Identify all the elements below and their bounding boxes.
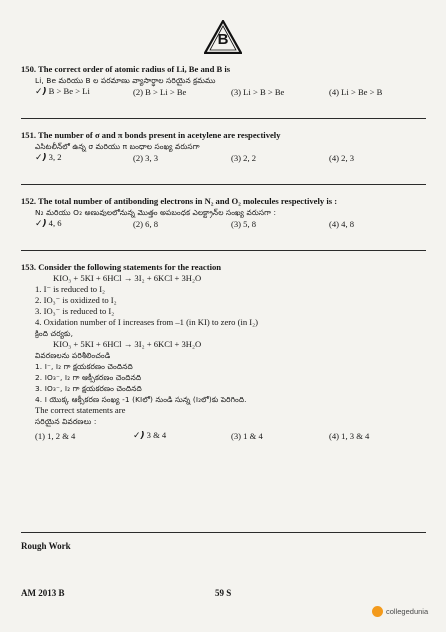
set-b-logo bbox=[204, 20, 242, 54]
question-telugu: N₂ మరియు O₂ అణువులలోనున్న మొత్తం అపబంధక ఎలక్ట్రాన్‌ల సంఖ్య వరుసగా : bbox=[35, 208, 277, 217]
question-number: 150. bbox=[21, 64, 37, 74]
question-number: 152. bbox=[21, 196, 37, 206]
options-row bbox=[21, 86, 426, 98]
question-text: The total number of antibonding electrons in N₂ and O₂ molecules respectively is : bbox=[38, 196, 338, 206]
question-text: The number of σ and π bonds present in acetylene are respectively bbox=[38, 130, 281, 140]
divider bbox=[21, 250, 426, 251]
telugu-statement-1: 1. I⁻, I₂ గా క్షయకరణం చెందినది bbox=[35, 362, 133, 371]
option-1[interactable]: ✓) B > Be > Li bbox=[35, 86, 90, 97]
statement-3: 3. IO₃⁻ is reduced to I₂ bbox=[35, 306, 115, 316]
telugu-intro: క్రింది చర్యకు, bbox=[35, 329, 74, 338]
option-4[interactable]: (4) Li > Be > B bbox=[329, 86, 383, 97]
telugu-correct: సరియైన వివరణలు : bbox=[35, 417, 97, 426]
option-2[interactable]: (2) 6, 8 bbox=[133, 218, 159, 229]
options-row bbox=[21, 152, 426, 164]
option-3[interactable]: (3) Li > B > Be bbox=[231, 86, 285, 97]
option-2[interactable]: (2) 3, 3 bbox=[133, 152, 159, 163]
option-4[interactable]: (4) 2, 3 bbox=[329, 152, 355, 163]
watermark bbox=[372, 606, 428, 617]
telugu-statement-2: 2. IO₃⁻, I₂ గా ఆక్సీకరణం చెందినది bbox=[35, 373, 142, 382]
option-1[interactable]: (1) 1, 2 & 4 bbox=[35, 430, 76, 441]
option-2[interactable]: (2) B > Li > Be bbox=[133, 86, 187, 97]
page-number: 59 S bbox=[215, 588, 232, 598]
reaction-equation: KIO₃ + 5KI + 6HCl → 3I₂ + 6KCl + 3H₂O bbox=[53, 273, 202, 283]
divider bbox=[21, 532, 426, 533]
statement-2: 2. IO₃⁻ is oxidized to I₂ bbox=[35, 295, 117, 305]
divider bbox=[21, 118, 426, 119]
option-3[interactable]: (3) 2, 2 bbox=[231, 152, 257, 163]
question-150 bbox=[21, 64, 426, 98]
option-3[interactable]: (3) 5, 8 bbox=[231, 218, 257, 229]
option-3[interactable]: (3) 1 & 4 bbox=[231, 430, 263, 441]
option-1[interactable]: ✓) 4, 6 bbox=[35, 218, 62, 229]
correct-statements-text: The correct statements are bbox=[35, 405, 126, 415]
options-row bbox=[21, 430, 426, 442]
telugu-statement-4: 4. I యొక్క ఆక్సీకరణ సంఖ్య -1 (KIలో) నుండి సున్న (I₂లో)కు పెరిగింది. bbox=[35, 395, 247, 404]
tick-mark-icon: ✓) bbox=[35, 153, 47, 163]
reaction-equation-telugu: KIO₃ + 5KI + 6HCl → 3I₂ + 6KCl + 3H₂O bbox=[53, 339, 202, 349]
question-151 bbox=[21, 130, 426, 164]
watermark-text: collegedunia bbox=[386, 607, 429, 616]
tick-mark-icon: ✓) bbox=[35, 219, 47, 229]
rough-work-label: Rough Work bbox=[21, 541, 71, 551]
options-row bbox=[21, 218, 426, 230]
tick-mark-icon: ✓) bbox=[35, 87, 47, 97]
question-number: 151. bbox=[21, 130, 37, 140]
option-4[interactable]: (4) 4, 8 bbox=[329, 218, 355, 229]
option-2[interactable]: ✓) 3 & 4 bbox=[133, 430, 167, 441]
question-text: Consider the following statements for the reaction bbox=[38, 262, 222, 272]
statement-1: 1. I⁻ is reduced to I₂ bbox=[35, 284, 106, 294]
question-telugu: Li, Be మరియు B ల పరమాణు వ్యాసార్థాల సరియైన క్రమము bbox=[35, 76, 216, 85]
collegedunia-logo-icon bbox=[372, 606, 383, 617]
divider bbox=[21, 184, 426, 185]
question-152 bbox=[21, 196, 426, 230]
question-153 bbox=[21, 262, 426, 442]
option-4[interactable]: (4) 1, 3 & 4 bbox=[329, 430, 370, 441]
set-letter: B bbox=[217, 31, 229, 48]
statement-4: 4. Oxidation number of I increases from –1 (in KI) to zero (in I₂) bbox=[35, 317, 259, 327]
telugu-consider: వివరణలను పరిశీలించండి bbox=[35, 351, 111, 360]
option-1[interactable]: ✓) 3, 2 bbox=[35, 152, 62, 163]
booklet-code: AM 2013 B bbox=[21, 588, 65, 598]
telugu-statement-3: 3. IO₃⁻, I₂ గా క్షయకరణం చెందినది bbox=[35, 384, 142, 393]
question-telugu: ఎసిటలీన్‌లో ఉన్న σ మరియు π బంధాల సంఖ్య వరుసగా bbox=[35, 142, 200, 151]
question-number: 153. bbox=[21, 262, 37, 272]
question-text: The correct order of atomic radius of Li, Be and B is bbox=[38, 64, 231, 74]
tick-mark-icon: ✓) bbox=[133, 431, 145, 441]
